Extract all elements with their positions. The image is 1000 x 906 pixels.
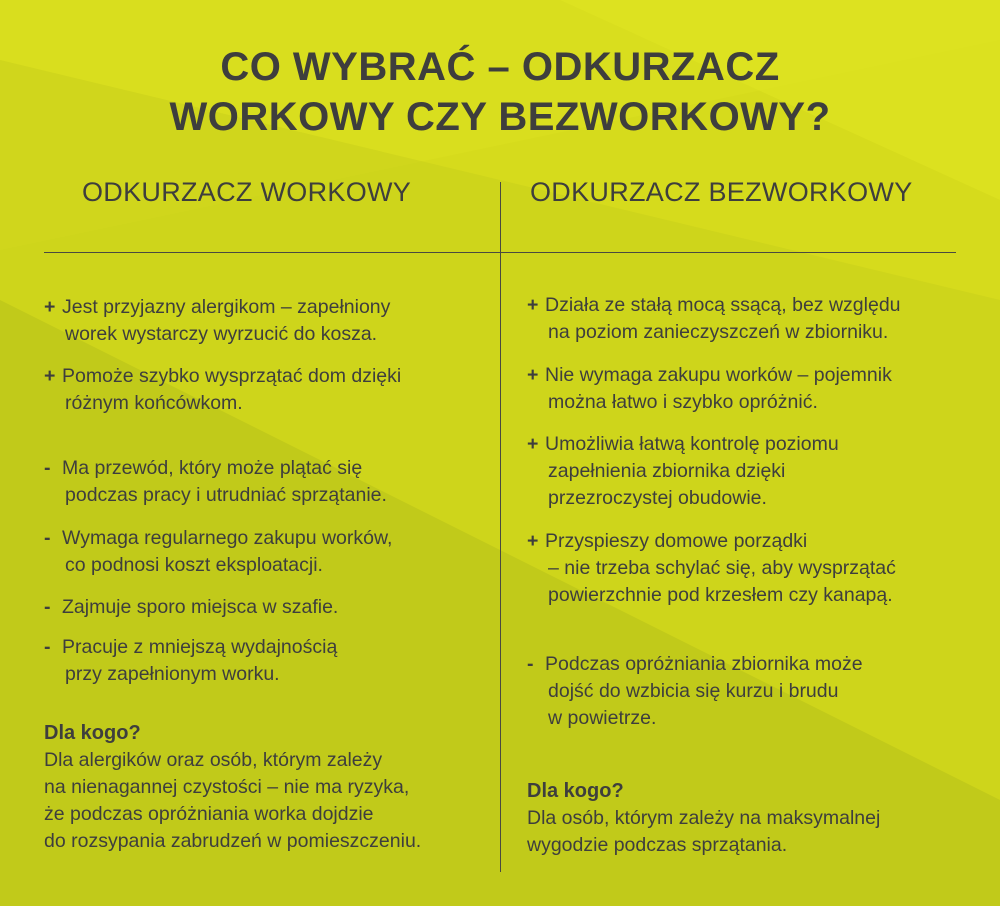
plus-sign: + (527, 530, 539, 552)
item-line: podczas pracy i utrudniać sprzątanie. (65, 484, 387, 506)
target-group-title: Dla kogo? (527, 780, 624, 802)
item-line: Przyspieszy domowe porządki (545, 530, 808, 552)
item-line: przy zapełnionym worku. (65, 663, 280, 685)
item-line: powierzchnie pod krzesłem czy kanapą. (548, 584, 893, 606)
left-item-con-4 (44, 634, 337, 688)
item-line: Wymaga regularnego zakupu worków, (62, 527, 393, 549)
minus-sign: - (527, 653, 534, 675)
left-item-con-2 (44, 525, 392, 579)
item-line: co podnosi koszt eksploatacji. (65, 554, 323, 576)
target-group-line: Dla osób, którym zależy na maksymalnej (527, 807, 881, 829)
right-target-group (527, 778, 880, 859)
minus-sign: - (44, 596, 51, 618)
column-divider (500, 182, 501, 872)
plus-sign: + (527, 433, 539, 455)
right-item-pro-2 (527, 362, 892, 416)
item-line: w powietrze. (548, 707, 657, 729)
item-line: Jest przyjazny alergikom – zapełniony (62, 296, 391, 318)
item-line: Ma przewód, który może plątać się (62, 457, 363, 479)
plus-sign: + (527, 364, 539, 386)
minus-sign: - (44, 527, 51, 549)
left-item-pro-1 (44, 294, 390, 348)
item-line: dojść do wzbicia się kurzu i brudu (548, 680, 839, 702)
item-line: Zajmuje sporo miejsca w szafie. (62, 596, 339, 618)
right-column-heading: ODKURZACZ BEZWORKOWY (530, 177, 913, 207)
plus-sign: + (44, 365, 56, 387)
target-group-line: Dla alergików oraz osób, którym zależy (44, 749, 383, 771)
item-line: na poziom zanieczyszczeń w zbiorniku. (548, 321, 889, 343)
right-item-con-1 (527, 651, 863, 732)
item-line: Podczas opróżniania zbiornika może (545, 653, 863, 675)
minus-sign: - (44, 457, 51, 479)
left-target-group (44, 720, 421, 855)
left-column-heading: ODKURZACZ WORKOWY (82, 177, 412, 207)
item-line: Umożliwia łatwą kontrolę poziomu (545, 433, 839, 455)
item-line: Działa ze stałą mocą ssącą, bez względu (545, 294, 901, 316)
item-line: zapełnienia zbiornika dzięki (548, 460, 786, 482)
left-item-pro-2 (44, 363, 401, 417)
target-group-line: że podczas opróżniania worka dojdzie (44, 803, 374, 825)
item-line: Nie wymaga zakupu worków – pojemnik (545, 364, 892, 386)
right-item-pro-4 (527, 528, 896, 609)
target-group-title: Dla kogo? (44, 722, 141, 744)
left-item-con-3 (44, 594, 338, 621)
item-line: Pomoże szybko wysprzątać dom dzięki (62, 365, 402, 387)
page-title-line-1: CO WYBRAĆ – ODKURZACZ (220, 45, 780, 89)
right-item-pro-3 (527, 431, 839, 512)
target-group-line: wygodzie podczas sprzątania. (527, 834, 788, 856)
plus-sign: + (44, 296, 56, 318)
minus-sign: - (44, 636, 51, 658)
item-line: różnym końcówkom. (65, 392, 243, 414)
item-line: – nie trzeba schylać się, aby wysprzątać (548, 557, 896, 579)
heading-divider (44, 252, 956, 253)
right-item-pro-1 (527, 292, 901, 346)
target-group-line: na nienagannej czystości – nie ma ryzyka, (44, 776, 410, 798)
target-group-line: do rozsypania zabrudzeń w pomieszczeniu. (44, 830, 422, 852)
page-title-line-2: WORKOWY CZY BEZWORKOWY? (169, 95, 831, 139)
left-item-con-1 (44, 455, 387, 509)
plus-sign: + (527, 294, 539, 316)
item-line: można łatwo i szybko opróżnić. (548, 391, 818, 413)
item-line: Pracuje z mniejszą wydajnością (62, 636, 338, 658)
page-title (0, 42, 1000, 142)
item-line: worek wystarczy wyrzucić do kosza. (65, 323, 378, 345)
item-line: przezroczystej obudowie. (548, 487, 767, 509)
